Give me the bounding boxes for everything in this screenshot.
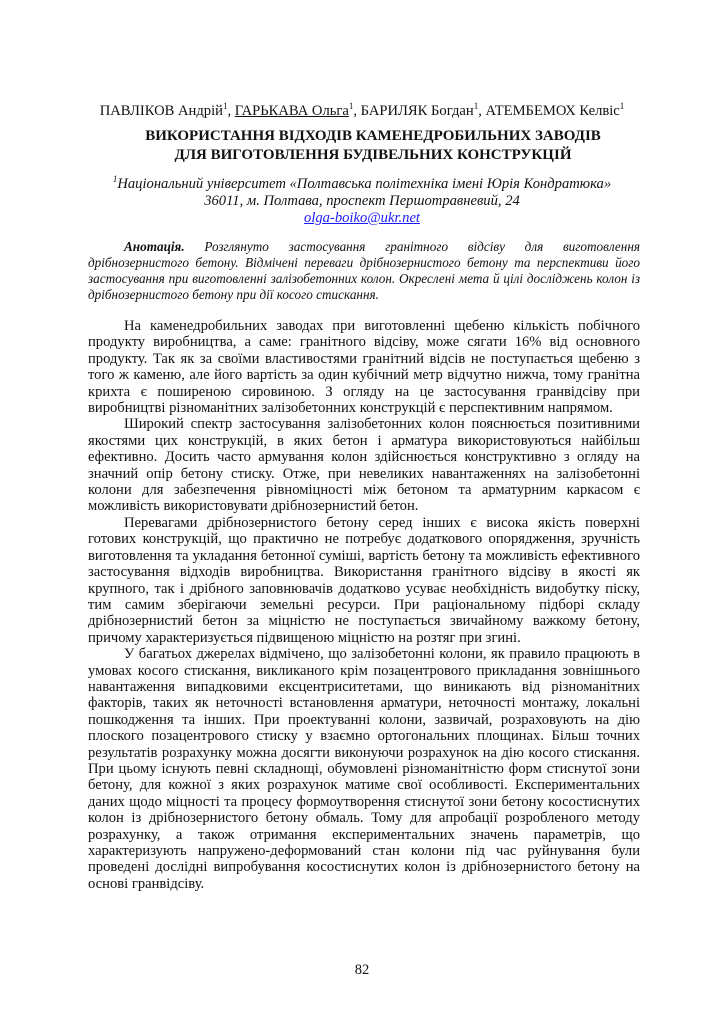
paragraph: На каменедробильних заводах при виготовленні щебеню кількість побічного продукту виробництва, а саме: гранітного відсіву, може сягати 16% від основного продукту. Так як за своїми властивостями гранітний відсів не поступається щебеню з того ж каменю, але його вартість за один кубічний метр відчутно нижча, тому гранітна крихта є поширеною сировиною. З огляду на це застосування гранвідсіву при виробництві різноманітних залізобетонних конструкцій є перспективним напрямом.: [88, 318, 640, 417]
abstract-label: Анотація.: [124, 239, 185, 254]
affiliation: [0, 171, 724, 227]
body-text: [88, 318, 640, 892]
affiliation-marker: 1: [619, 101, 625, 111]
affiliation-marker: 1: [222, 101, 228, 111]
address: 36011, м. Полтава, проспект Першотравневий, 24: [204, 192, 520, 209]
paragraph: Перевагами дрібнозернистого бетону серед інших є висока якість поверхні готових конструкцій, що практично не потребує додаткового опорядження, зручність виготовлення та укладання бетонної суміші, вартість бетону та можливість ефективного застосування відходів виробництва. Використання гранітного відсіву в якості як крупного, так і дрібного заповнювачів додатково усуває необхідність видобутку піску, тим самим зберігаючи земельні ресурси. При раціональному підборі складу дрібнозернистий бетон за міцністю не поступається звичайному важкому бетону, причому характеризується підвищеною міцністю на розтяг при згині.: [88, 514, 640, 646]
title-line: ДЛЯ ВИГОТОВЛЕННЯ БУДІВЕЛЬНИХ КОНСТРУКЦІЙ: [174, 147, 572, 163]
paper-title: [0, 127, 724, 165]
abstract: [88, 239, 640, 303]
title-line: ВИКОРИСТАННЯ ВІДХОДІВ КАМЕНЕДРОБИЛЬНИХ ЗАВОДІВ: [145, 128, 601, 144]
abstract-text: Розглянуто застосування гранітного відсіву для виготовлення дрібнозернистого бетону. Відмічені переваги дрібнозернистого бетону та перспективи його застосування при виготовленні залізобетонних колон. Окреслені мета й цілі досліджень колон із дрібнозернистого бетону при дії косого стискання.: [88, 239, 640, 302]
affiliation-marker: 1: [112, 174, 118, 184]
authors-line: ПАВЛІКОВ Андрій$^1$, ГАРЬКАВА Ольга$^1$, БАРИЛЯК Богдан$^1$, АТЕМБЕМОХ Келвіс$^1$: [99, 101, 625, 119]
author-name: ПАВЛІКОВ Андрій: [99, 102, 223, 119]
page-number: 82: [354, 962, 370, 978]
affiliation-marker: 1: [348, 101, 354, 111]
paragraph: У багатьох джерелах відмічено, що залізобетонні колони, як правило працюють в умовах косого стискання, викликаного крім позацентрового прикладання зовнішнього навантаження випадковими ексцентриситетами, що виникають від різноманітних факторів, таких як неточності встановлення арматури, неточності монтажу, локальні пошкодження та інших. При проектуванні колони, зазвичай, розраховують на дію плоского позацентрового стиску у взаємно ортогональних площинах. Більш точних результатів розрахунку можна досягти виконуючи розрахунок на дію косого стискання. При цьому існують певні складнощі, обумовлені різноманітністю форм стиснутої зони бетону, для кожної з яких розрахунок матиме свої особливості. Експериментальних даних щодо міцності та процесу формоутворення стиснутої зони бетону косостиснутих колон із дрібнозернистого бетону обмаль. Тому для апробації розробленого методу розрахунку, а також отримання експериментальних значень параметрів, що характеризують напружено-деформований стан колони під час руйнування були проведені дослідні випробування косостиснутих колон із дрібнозернистого бетону на основі гранвідсіву.: [88, 646, 640, 892]
email-link[interactable]: olga-boiko@ukr.net: [304, 209, 420, 226]
institution: Національний університет «Полтавська політехніка імені Юрія Кондратюка»: [117, 175, 612, 192]
affiliation-marker: 1: [473, 101, 479, 111]
author-name-corresponding: ГАРЬКАВА Ольга: [234, 102, 349, 119]
paragraph: Широкий спектр застосування залізобетонних колон пояснюється позитивними якостями цих конструкцій, в яких бетон і арматура використовуються найбільш ефективно. Досить часто армування колон здійснюється конструктивно з огляду на значний опір бетону стиску. Отже, при невеликих навантаженнях на залізобетонні колони для забезпечення рівноміцності між бетоном та арматурним каркасом є можливість використовувати дрібнозернистий бетон.: [88, 416, 640, 515]
author-name: БАРИЛЯК Богдан: [360, 102, 474, 119]
author-name: АТЕМБЕМОХ Келвіс: [485, 102, 620, 119]
